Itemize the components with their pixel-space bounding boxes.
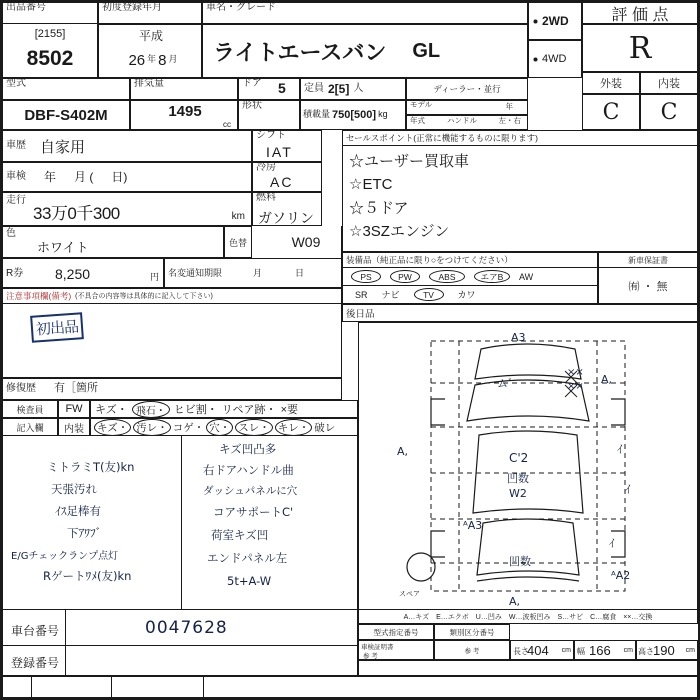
length-label: 長さ xyxy=(513,647,529,656)
exterior-item-2: ヒビ割・ xyxy=(173,404,218,416)
equipment-sr[interactable]: SR xyxy=(355,289,368,300)
reg-month: 8 xyxy=(158,51,167,69)
int-grade-cell xyxy=(640,94,698,130)
exterior-item-0: キズ・ xyxy=(95,404,128,416)
reg-year-label-cell xyxy=(98,2,202,24)
displacement-label-cell xyxy=(130,78,238,100)
inspect-month: 月 ( xyxy=(74,169,94,184)
sales-point-2: ☆ETC xyxy=(349,176,393,194)
reg-year-unit: 年 xyxy=(147,54,157,65)
color-change-cell xyxy=(224,226,252,258)
repair-value: 有［箇所 xyxy=(54,382,98,395)
capacity-value: 2[5] xyxy=(328,82,350,96)
inspector-label1-cell xyxy=(2,400,58,418)
mileage-cell xyxy=(2,192,252,226)
ac-label: 冷房 xyxy=(256,162,276,173)
reg-no-cell xyxy=(2,646,358,676)
length-unit: cm xyxy=(561,647,571,654)
interior-item-1: 汚レ・ xyxy=(133,419,171,436)
diagram-mark-i-1: ｲ xyxy=(617,443,623,456)
equipment-pw[interactable]: PW xyxy=(390,270,420,283)
displacement-unit: cc xyxy=(223,120,231,129)
notes-subtitle: (不具合の内容等は具体的に記入して下さい) xyxy=(75,293,213,300)
diagram-mark-xx-1: ×× xyxy=(567,367,584,378)
door-label: ドア xyxy=(242,78,262,89)
hand-left-2: ｲｽ足棒有 xyxy=(55,504,101,518)
lot-no-label: 出品番号 xyxy=(6,2,46,13)
type-ref3: 参 考 xyxy=(464,647,480,655)
capacity-label-cell xyxy=(300,78,406,100)
notes-title: 注意事項欄(備考) xyxy=(6,291,72,301)
diagram-mark-a-bottom: A, xyxy=(509,595,521,608)
color-code: W09 xyxy=(291,234,321,250)
sales-point-4: ☆3SZエンジン xyxy=(349,222,450,240)
exterior-item-4: ×要 xyxy=(280,404,298,416)
type-ref2: 参 考 xyxy=(363,653,378,660)
type-label-cell xyxy=(358,624,434,640)
shape-label: 形状 xyxy=(242,100,262,111)
equipment-row1-cell xyxy=(342,268,598,286)
hand-left-0: ミトラミT(友)kn xyxy=(47,460,135,474)
damage-diagram xyxy=(358,322,698,610)
interior-items-cell xyxy=(90,418,358,436)
type-label: 型式指定番号 xyxy=(373,627,419,637)
load-value: 750[500] xyxy=(332,109,377,121)
rken-value: 8,250 xyxy=(55,266,91,282)
interior-item-6: 破レ xyxy=(314,421,336,434)
year-type-label: 年式 xyxy=(410,116,425,125)
reg-year-label: 初度登録年月 xyxy=(102,2,162,13)
lot-no-cell xyxy=(2,24,98,78)
drive-4wd-label: 4WD xyxy=(542,53,567,65)
exterior-item-1: 飛石・ xyxy=(132,401,170,418)
chassis-label: 車台番号 xyxy=(11,624,60,638)
eval-label: 評 価 点 xyxy=(611,6,669,24)
equipment-kawa[interactable]: カワ xyxy=(457,290,476,300)
height-cell xyxy=(636,640,698,660)
rear-label: 後日品 xyxy=(346,309,375,320)
ext-grade-cell xyxy=(582,94,640,130)
displacement-label: 排気量 xyxy=(134,78,164,89)
load-unit: kg xyxy=(378,109,388,120)
hand-left-4: E/Gチェックランプ点灯 xyxy=(11,551,119,562)
model-code-cell xyxy=(2,100,130,130)
diagram-mark-u-count: 凹数 xyxy=(507,472,529,485)
chassis-no: 0047628 xyxy=(145,618,228,638)
notify-month: 月 xyxy=(253,268,263,278)
rken-unit: 円 xyxy=(149,272,159,282)
car-grade: GL xyxy=(412,39,441,62)
color-code-cell xyxy=(252,226,342,258)
ext-label: 外装 xyxy=(600,78,622,90)
equipment-aw[interactable]: AW xyxy=(519,271,534,282)
model-code: DBF-S402M xyxy=(24,106,108,124)
model-code-label-cell xyxy=(2,78,130,100)
interior-item-4: スレ・ xyxy=(235,419,273,436)
eval-score-wrap xyxy=(583,25,697,71)
sales-point-1: ☆ユーザー買取車 xyxy=(349,153,470,170)
hand-right-2: ダッシュパネルに穴 xyxy=(203,485,298,497)
interior-item-5: キレ・ xyxy=(275,419,312,436)
inspect-cell xyxy=(2,162,252,192)
length-cell xyxy=(510,640,574,660)
shift-value-wrap xyxy=(252,130,322,162)
height-unit: cm xyxy=(685,647,695,654)
length-value: 404 xyxy=(527,643,549,658)
model-year-label: モデル xyxy=(410,100,433,109)
height-label: 高さ xyxy=(638,647,654,656)
car-name-label-cell xyxy=(202,2,528,24)
reg-era: 平成 xyxy=(138,28,163,43)
height-value: 190 xyxy=(653,643,675,658)
notes-body-cell xyxy=(2,304,342,378)
eval-label-cell xyxy=(582,2,698,24)
reg-month-unit: 月 xyxy=(168,54,178,65)
diagram-legend: A…キズ E…エクボ U…凹み W…波板凹み S…サビ C…腐食 ××…交換 xyxy=(403,613,653,621)
mileage-label: 走行 xyxy=(6,195,26,206)
diagram-mark-a-left: A, xyxy=(397,445,409,458)
hand-right-6: 5t+A-W xyxy=(227,574,272,588)
mileage-unit: km xyxy=(231,210,245,222)
width-cell xyxy=(574,640,636,660)
dim-row-top xyxy=(510,624,698,640)
repair-cell xyxy=(2,378,342,400)
notes-stamp: 初出品 xyxy=(30,312,84,343)
inspect-label: 車検 xyxy=(6,170,26,182)
equipment-navi[interactable]: ナビ xyxy=(381,290,400,300)
hand-right-0: キズ凹凸多 xyxy=(219,442,277,456)
sales-points-cell xyxy=(342,146,698,252)
interior-item-0: キズ・ xyxy=(94,419,131,436)
fuel-value-wrap xyxy=(252,192,322,226)
diagram-mark-a-right: A, xyxy=(601,373,613,386)
class-label: 類別区分番号 xyxy=(449,627,495,637)
door-value: 5 xyxy=(278,80,286,96)
reg-no-label: 登録番号 xyxy=(11,656,60,670)
width-label: 幅 xyxy=(577,647,585,656)
interior-key: 内装 xyxy=(64,423,84,435)
diagram-mark-mu: ムﾞ xyxy=(497,377,514,390)
sales-title: セールスポイント(正常に機能するものに限ります) xyxy=(346,133,538,143)
inspector-label1: 検査員 xyxy=(16,404,44,415)
drive-4wd-cell xyxy=(528,40,582,78)
inspect-day: 日) xyxy=(111,169,128,184)
class-label-cell xyxy=(434,624,510,640)
model-year-unit: 年 xyxy=(505,102,513,111)
diagram-mark-a3-low: ᴬA3 xyxy=(463,519,483,532)
warranty-label-cell xyxy=(598,252,698,268)
car-diagram-svg xyxy=(359,323,697,609)
int-label-cell xyxy=(640,72,698,94)
diagram-mark-a3-top: A3 xyxy=(511,331,526,344)
hand-left-5: Rゲートﾜﾒ(友)kn xyxy=(43,569,132,583)
eval-score-cell xyxy=(582,24,698,72)
handwriting-divider xyxy=(181,436,182,610)
equipment-row2-cell xyxy=(342,286,598,304)
handwriting-area xyxy=(2,436,358,610)
color-cell xyxy=(2,226,224,258)
notes-title-cell xyxy=(2,288,342,304)
capacity-label: 定員 xyxy=(304,82,324,94)
warranty-label: 新車保証書 xyxy=(628,255,668,265)
car-name: ライトエースバン xyxy=(213,39,387,65)
warranty-value[interactable]: ㈲ ・ 無 xyxy=(628,280,668,293)
hand-right-1: 右ドアハンドル曲 xyxy=(203,463,294,477)
ac-value: AC xyxy=(270,174,294,190)
equipment-ps[interactable]: PS xyxy=(351,270,381,283)
displacement: 1495 xyxy=(168,102,202,120)
mileage-value: 33万0千300 xyxy=(33,204,120,223)
interior-item-2: コゲ・ xyxy=(172,421,205,434)
inspect-year: 年 xyxy=(44,169,57,184)
notify-day: 日 xyxy=(295,268,305,278)
shape-label-cell xyxy=(238,100,300,130)
load-cell xyxy=(300,100,406,130)
hand-right-5: エンドパネル左 xyxy=(207,551,288,565)
diagram-mark-i-3: ｲ xyxy=(609,537,615,550)
sales-point-3: ☆５ドア xyxy=(349,199,409,217)
color-label: 色 xyxy=(6,228,16,239)
chassis-cell xyxy=(2,610,358,646)
dealer-cell xyxy=(406,78,528,100)
diagram-mark-c2: C'2 xyxy=(509,451,529,465)
int-grade: C xyxy=(660,99,678,125)
hand-left-1: 天張汚れ xyxy=(51,482,97,496)
rken-label: R券 xyxy=(6,268,24,279)
ac-value-wrap xyxy=(252,162,322,192)
class-ref-cell xyxy=(434,640,510,660)
exterior-key: FW xyxy=(65,403,83,415)
model-year-cell xyxy=(406,100,528,115)
equipment-title: 装備品（純正品に限り○をつけてください） xyxy=(346,255,513,265)
reg-year: 26 xyxy=(128,51,146,69)
bullet-dot-icon xyxy=(531,17,540,26)
diagram-mark-a2: ᴬA2 xyxy=(611,569,631,582)
lot-no: 8502 xyxy=(26,46,74,70)
rken-cell xyxy=(2,258,164,288)
shift-label: シフト xyxy=(256,130,286,141)
fuel-label: 燃料 xyxy=(256,192,276,203)
diagram-label-spare: スペア xyxy=(399,591,420,598)
handle-lr: 左・右 xyxy=(498,116,521,125)
displacement-cell xyxy=(130,100,238,130)
door-value-wrap xyxy=(238,78,300,100)
rear-label-cell xyxy=(342,304,698,322)
drive-2wd-label: 2WD xyxy=(542,14,569,28)
ext-label-cell xyxy=(582,72,640,94)
capacity-unit: 人 xyxy=(353,82,364,94)
bullet-dot-icon xyxy=(531,55,540,64)
shift-value: IAT xyxy=(266,144,293,160)
fuel-value: ガソリン xyxy=(258,210,314,226)
lot-no-label-cell xyxy=(2,2,98,24)
type-ref-cell xyxy=(358,640,434,660)
load-label: 積載量 xyxy=(303,109,331,120)
inspector-label2: 記入欄 xyxy=(16,422,44,433)
color-value: ホワイト xyxy=(37,240,89,255)
car-name-cell xyxy=(202,24,528,78)
eval-score: R xyxy=(628,30,652,66)
ext-grade: C xyxy=(602,99,620,125)
diagram-mark-i-2: ｲ xyxy=(625,483,631,496)
hand-right-4: 荷室キズ凹 xyxy=(211,528,269,542)
dealer-label: ディーラー・並行 xyxy=(433,84,501,94)
reg-year-cell xyxy=(98,24,202,78)
history-value: 自家用 xyxy=(40,138,86,156)
handle-cell xyxy=(406,115,528,130)
interior-item-3: 穴・ xyxy=(206,419,233,436)
inspector-label2-cell xyxy=(2,418,58,436)
width-value: 166 xyxy=(589,643,611,658)
interior-key-cell xyxy=(58,418,90,436)
lot-no-sub: [2155] xyxy=(34,28,66,40)
lot-no-wrap xyxy=(3,24,97,77)
exterior-items-cell xyxy=(90,400,358,418)
diagram-mark-w2: W2 xyxy=(509,487,527,500)
int-label: 内装 xyxy=(658,78,680,90)
type-ref1: 車検証明書 xyxy=(361,644,394,651)
car-name-label: 車名・グレード xyxy=(206,2,276,13)
diagram-mark-xx-2: ×× xyxy=(567,381,584,392)
equipment-airbag[interactable]: エアB xyxy=(474,270,510,283)
diagram-legend-cell xyxy=(358,610,698,624)
hand-right-3: コアサポートC' xyxy=(213,505,294,519)
warranty-value-cell xyxy=(598,268,698,304)
equipment-tv[interactable]: TV xyxy=(414,288,444,301)
equipment-title-cell xyxy=(342,252,598,268)
drive-2wd-cell xyxy=(528,2,582,40)
bottom-next-row xyxy=(2,676,698,698)
width-unit: cm xyxy=(623,647,633,654)
footer-bottom-strip xyxy=(358,660,698,676)
diagram-mark-u2: 凹数 xyxy=(509,555,531,568)
notify-cell xyxy=(164,258,342,288)
repair-label: 修復歴 xyxy=(6,382,36,394)
history-label: 車歴 xyxy=(6,139,26,151)
equipment-abs[interactable]: ABS xyxy=(429,270,465,283)
exterior-key-cell xyxy=(58,400,90,418)
color-change-label: 色替 xyxy=(228,237,247,248)
hand-left-3: 下ｱﾜﾌﾞ xyxy=(67,526,102,540)
handle-label: ハンドル xyxy=(447,116,477,125)
notify-label: 名変通知期限 xyxy=(168,268,223,278)
exterior-item-3: リペア跡・ xyxy=(221,404,277,416)
history-cell xyxy=(2,130,252,162)
sales-title-cell xyxy=(342,130,698,146)
model-code-label: 型式 xyxy=(6,78,26,89)
